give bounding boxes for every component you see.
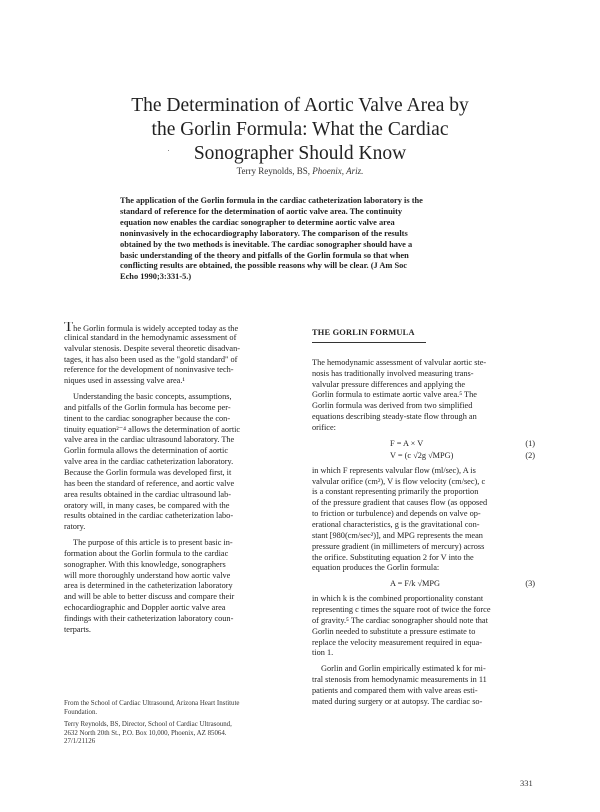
body-line: Because the Gorlin formula was developed first, it — [64, 467, 232, 477]
equation-expression: V = (c √2g √MPG) — [390, 450, 454, 460]
page-number: 331 — [520, 778, 533, 788]
body-line: to friction or turbulence) and depends on valve op- — [312, 509, 481, 519]
body-line: sonographer. With this knowledge, sonographers — [64, 559, 226, 569]
drop-cap: T — [64, 322, 74, 333]
title-line: the Gorlin Formula: What the Cardiac — [151, 119, 449, 140]
body-line: of the pressure gradient that causes flow (as opposed — [312, 498, 488, 508]
footnote-code: 27/1/21126 — [64, 738, 96, 746]
body-line: echocardiographic and Doppler aortic valve area — [64, 603, 226, 613]
body-line: Gorlin formula allows the determination of aortic — [64, 446, 229, 456]
equation-3 — [312, 578, 537, 590]
body-line: niques used in assessing valve area.¹ — [64, 376, 185, 386]
body-line: pressure gradient (in millimeters of mercury) across — [312, 541, 485, 551]
body-line: tages, it has also been used as the "gold standard" of — [64, 354, 238, 364]
body-line: stant [980(cm/sec²)], and MPG represents the mean — [312, 530, 483, 540]
body-line: reference for the development of noninvasive tech- — [64, 365, 234, 375]
body-line: erational characteristics, g is the gravitational con- — [312, 519, 480, 529]
body-line: is a constant representing primarily the proportion — [312, 487, 479, 497]
title-line: The Determination of Aortic Valve Area by — [131, 95, 469, 116]
abstract-line: standard of reference for the determination of aortic valve area. The continuity — [120, 206, 403, 216]
abstract-line: The application of the Gorlin formula in the cardiac catheterization laboratory is the — [120, 196, 423, 205]
equation-number: (2) — [525, 450, 535, 460]
equation-expression: A = F/k √MPG — [390, 579, 441, 589]
affiliation-footnote — [64, 700, 296, 747]
abstract-line: equation now enables the cardiac sonographer to determine aortic valve area — [120, 217, 395, 227]
author-location: Phoenix, Ariz. — [312, 166, 364, 176]
abstract-line: obtained by the two methods is inevitable. The cardiac sonographer should have a — [120, 239, 413, 249]
body-line: valvular orifice (cm²), V is flow velocity (cm/sec), c — [312, 476, 486, 486]
equation-number: (3) — [525, 579, 535, 589]
right-column — [312, 322, 537, 708]
footnote-line: 2632 North 20th St., P.O. Box 10,000, Phoenix, AZ 85064. — [64, 729, 227, 737]
equation-expression: F = A × V — [390, 438, 424, 448]
abstract — [120, 196, 480, 283]
footnote-line: From the School of Cardiac Ultrasound, Arizona Heart Institute — [64, 700, 240, 707]
section-heading: THE GORLIN FORMULA — [312, 328, 426, 343]
body-line: representing c times the square root of twice the force — [312, 605, 491, 615]
body-line: ratory. — [64, 522, 86, 532]
body-line: has been the standard of reference, and aortic valve — [64, 478, 235, 488]
abstract-line: conflicting results are obtained, the possible reasons why will be clear. (J Am Soc — [120, 261, 408, 271]
body-line: the orifice. Substituting equation 2 for V into the — [312, 552, 474, 562]
body-line: findings with their catheterization laboratory coun- — [64, 613, 234, 623]
body-line: valve area in the cardiac ultrasound laboratory. The — [64, 435, 235, 445]
body-line: replace the velocity measurement required in equa- — [312, 637, 483, 647]
body-line: and will be able to better discuss and compare their — [64, 592, 235, 602]
author-name: Terry Reynolds, BS, — [236, 166, 311, 176]
body-line: mated during surgery or at autopsy. The cardiac so- — [312, 696, 483, 706]
footnote-line: Foundation. — [64, 708, 98, 716]
body-line: valve area in the cardiac catheterization laboratory. — [64, 457, 234, 467]
body-line: equation produces the Gorlin formula: — [312, 563, 440, 573]
body-line: oratory will, in many cases, be compared with the — [64, 500, 230, 510]
body-line: orifice: — [312, 422, 336, 432]
author-line — [90, 166, 510, 176]
equation-number: (1) — [525, 438, 535, 448]
abstract-line: Echo 1990;3:331-5.) — [120, 272, 192, 282]
body-line: area results obtained in the cardiac ultrasound lab- — [64, 489, 232, 499]
body-line: tinuity equation²⁻⁴ allows the determination of aortic — [64, 424, 241, 434]
body-line: in which k is the combined proportionality constant — [312, 594, 484, 604]
body-line: equations describing steady-state flow through an — [312, 412, 477, 422]
body-line: valvular stenosis. Despite several theoretic disadvan- — [64, 343, 241, 353]
intro-first-line — [64, 322, 296, 333]
body-line: Gorlin and Gorlin empirically estimated k for mi- — [321, 664, 486, 674]
intro-first-rest: he Gorlin formula is widely accepted today as the — [73, 324, 239, 333]
article-title — [90, 94, 510, 166]
abstract-line: noninvasively in the echocardiography laboratory. The comparison of the results — [120, 228, 408, 238]
body-line: nosis has traditionally involved measuring trans- — [312, 368, 474, 378]
body-line: tion 1. — [312, 648, 334, 658]
body-line: will more thoroughly understand how aortic valve — [64, 570, 231, 580]
body-line: tral stenosis from hemodynamic measurements in 11 — [312, 675, 487, 685]
print-speck — [168, 150, 169, 151]
body-line: The hemodynamic assessment of valvular aortic ste- — [312, 357, 487, 367]
body-line: area is determined in the catheterization laboratory — [64, 581, 233, 591]
left-column — [64, 322, 296, 636]
body-line: results obtained in the cardiac catheterization labo- — [64, 511, 234, 521]
body-line: of gravity.⁵ The cardiac sonographer should note that — [312, 615, 488, 625]
abstract-line: basic understanding of the theory and pitfalls of the Gorlin formula so that when — [120, 250, 409, 260]
body-line: formation about the Gorlin formula to the cardiac — [64, 548, 229, 558]
title-line: Sonographer Should Know — [193, 143, 407, 164]
body-line: clinical standard in the hemodynamic assessment of — [64, 332, 237, 342]
body-line: Gorlin needed to substitute a pressure estimate to — [312, 626, 476, 636]
equation-2 — [312, 450, 537, 462]
body-line: Gorlin formula was derived from two simplified — [312, 401, 473, 411]
body-line: tinent to the cardiac sonographer because the con- — [64, 413, 231, 423]
footnote-line: Terry Reynolds, BS, Director, School of Cardiac Ultrasound, — [64, 721, 232, 729]
body-line: and pitfalls of the Gorlin formula has become per- — [64, 402, 231, 412]
body-line: in which F represents valvular flow (ml/sec), A is — [312, 465, 476, 475]
body-line: terparts. — [64, 624, 91, 634]
body-line: patients and compared them with valve areas esti- — [312, 685, 478, 695]
body-line: valvular pressure differences and applying the — [312, 379, 466, 389]
body-line: The purpose of this article is to present basic in- — [73, 538, 233, 548]
body-line: Gorlin formula to estimate aortic valve area.⁵ The — [312, 390, 477, 400]
equation-1 — [312, 438, 537, 450]
body-line: Understanding the basic concepts, assumptions, — [73, 392, 232, 402]
